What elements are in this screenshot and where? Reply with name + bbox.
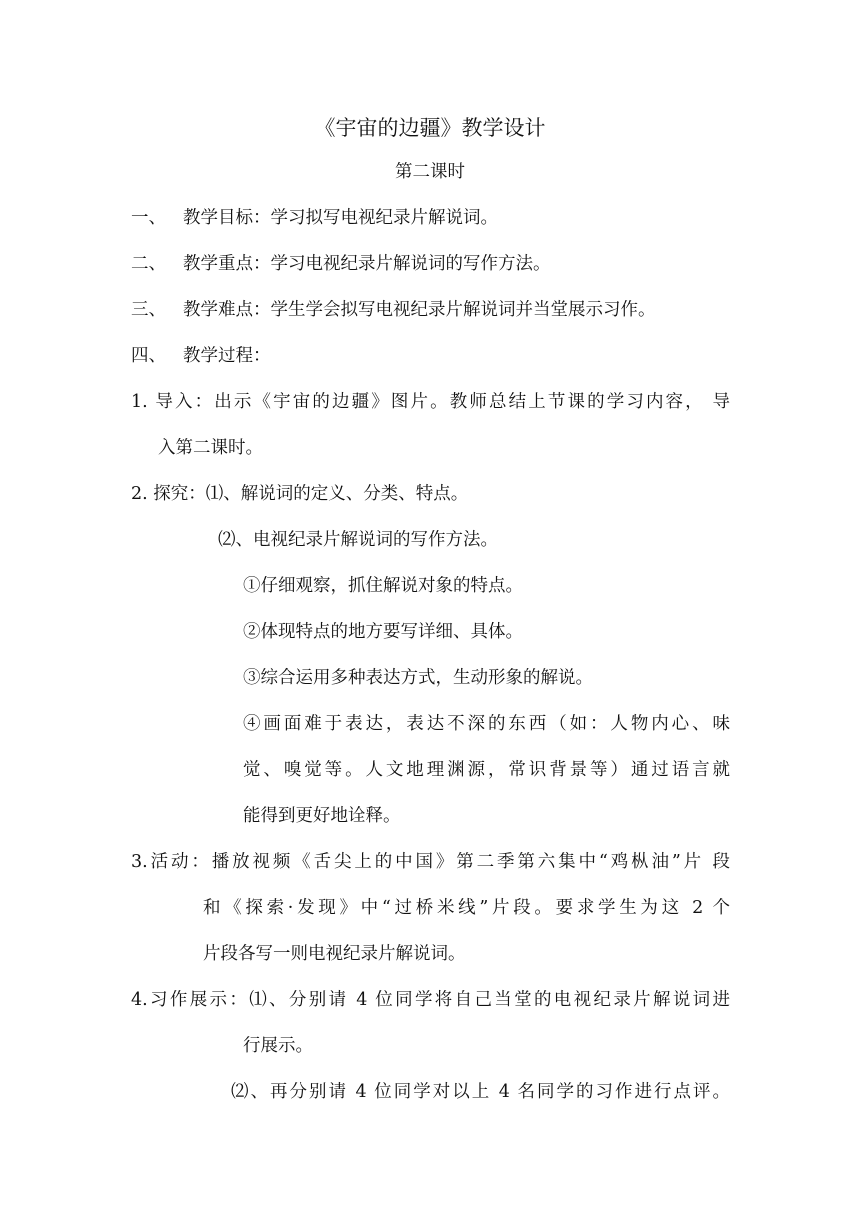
section-text: 教学目标：学习拟写电视纪录片解说词。	[183, 208, 498, 228]
step2-point: ②体现特点的地方要写详细、具体。	[243, 622, 523, 642]
step4-line: 行展示。	[243, 1036, 313, 1056]
section-text: 教学难点：学生学会拟写电视纪录片解说词并当堂展示习作。	[183, 300, 656, 320]
section-text: 教学过程：	[183, 346, 271, 366]
step1-line: 1. 导入：出示《宇宙的边疆》图片。教师总结上节课的学习内容， 导	[131, 392, 730, 412]
page-title: 《宇宙的边疆》教学设计	[314, 116, 546, 140]
section-text: 教学重点：学习电视纪录片解说词的写作方法。	[183, 254, 551, 274]
step1-line: 入第二课时。	[158, 438, 263, 458]
step4-line: 4.习作展示：⑴、分别请 4 位同学将自己当堂的电视纪录片解说词进	[131, 990, 730, 1010]
step4-line: ⑵、再分别请 4 位同学对以上 4 名同学的习作进行点评。	[231, 1082, 730, 1102]
step2-line: 2. 探究：⑴、解说词的定义、分类、特点。	[131, 484, 469, 504]
section-focus	[131, 252, 551, 276]
section-number: 三、	[131, 300, 166, 320]
step3-line: 片段各写一则电视纪录片解说词。	[203, 944, 466, 964]
step2-point: 能得到更好地诠释。	[243, 806, 401, 826]
step3-line: 3.活动：播放视频《舌尖上的中国》第二季第六集中“鸡枞油”片 段	[131, 852, 730, 872]
step2-point: 觉、嗅觉等。人文地理渊源，常识背景等）通过语言就	[243, 760, 730, 780]
page-subtitle: 第二课时	[395, 162, 465, 182]
step2-line: ⑵、电视纪录片解说词的写作方法。	[218, 530, 498, 550]
section-number: 一、	[131, 208, 166, 228]
section-number: 四、	[131, 346, 166, 366]
section-process	[131, 344, 271, 368]
section-number: 二、	[131, 254, 166, 274]
section-objective	[131, 206, 498, 230]
step3-line: 和《探索·发现》中“过桥米线”片段。要求学生为这 2 个	[203, 898, 730, 918]
section-difficulty	[131, 298, 656, 322]
step2-point: ③综合运用多种表达方式，生动形象的解说。	[243, 668, 593, 688]
step2-point: ①仔细观察，抓住解说对象的特点。	[243, 576, 523, 596]
step2-point: ④画面难于表达，表达不深的东西（如：人物内心、味	[243, 714, 730, 734]
